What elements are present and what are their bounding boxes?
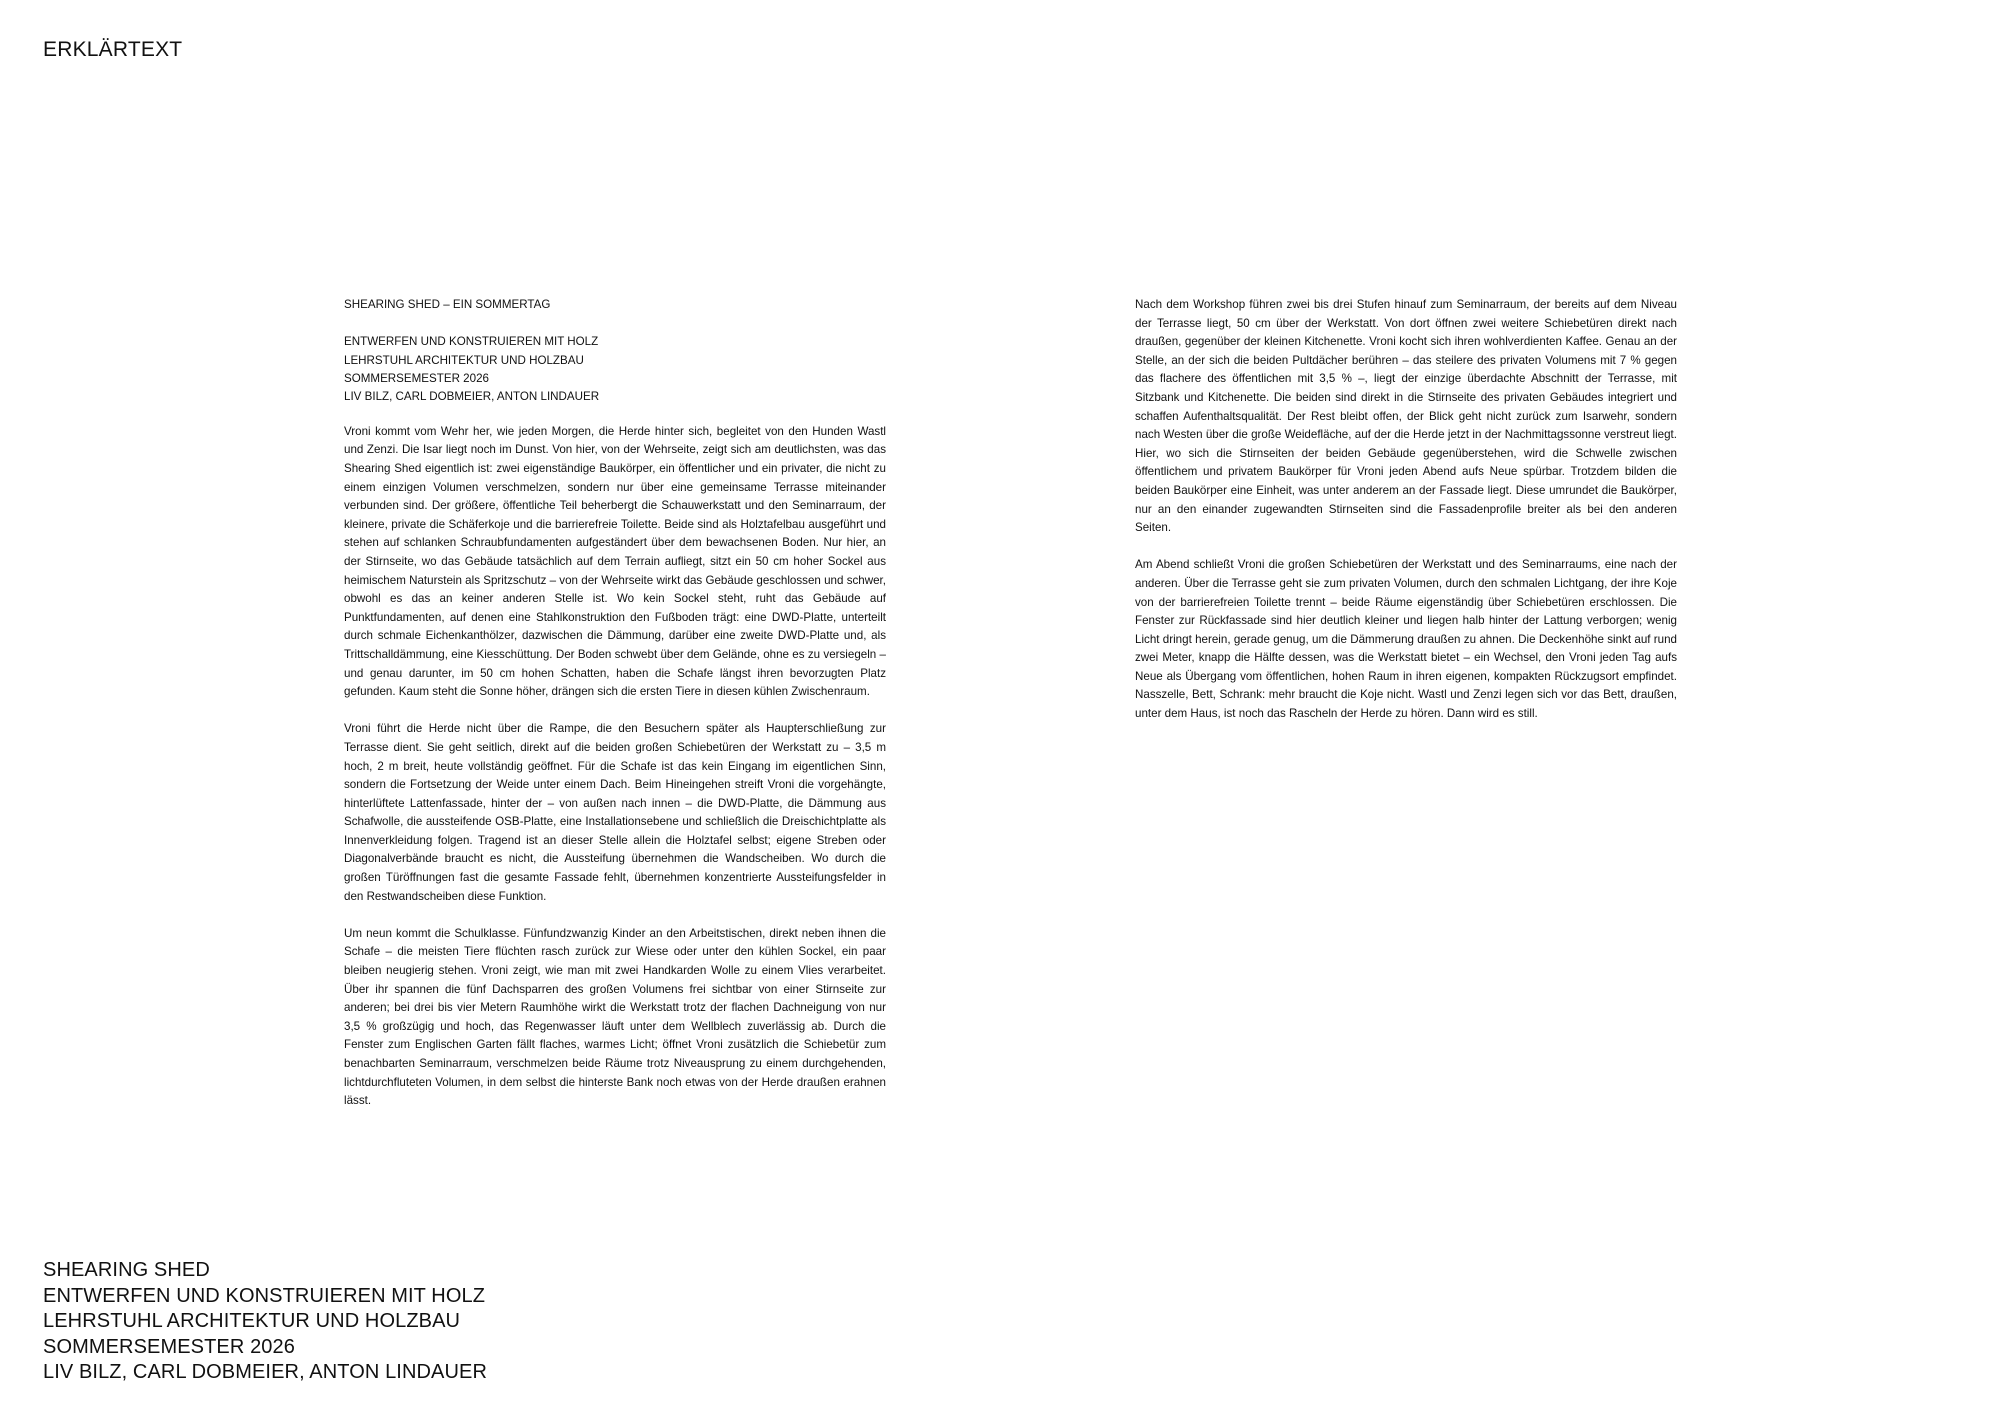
- footer-line-semester: SOMMERSEMESTER 2026: [43, 1335, 295, 1358]
- paragraph-herd-entrance: Vroni führt die Herde nicht über die Rampe, die den Besuchern später als Haupterschließung zur Terrasse dient. Sie geht seitlich, direkt auf die beiden großen Schiebetüren der Werkstatt zu – 3,5 m hoch, 2 m breit, heute vollständig geöffnet. Für die Schafe ist das kein Eingang im eigentlichen Sinn, sondern die Fortsetzung der Weide unter einem Dach. Beim Hineingehen streift Vroni die vorgehängte, hinterlüftete Lattenfassade, hinter der – von außen nach innen – die DWD-Platte, die Dämmung aus Schafwolle, die aussteifende OSB-Platte, eine Installationsebene und schließlich die Dreischichtplatte als Innenverkleidung folgen. Tragend ist an dieser Stelle allein die Holztafel selbst; eigene Streben oder Diagonalverbände braucht es nicht, die Aussteifung übernehmen die Wandscheiben. Wo durch die großen Türöffnungen fast die gesamte Fassade fehlt, übernehmen konzentrierte Aussteifungsfelder in den Restwandscheiben diese Funktion.: [344, 722, 886, 903]
- paragraph-morning: Vroni kommt vom Wehr her, wie jeden Morgen, die Herde hinter sich, begleitet von den Hunden Wastl und Zenzi. Die Isar liegt noch im Dunst. Von hier, von der Wehrseite, zeigt sich am deutlichsten, was das Shearing Shed eigentlich ist: zwei eigenständige Baukörper, ein öffentlicher und ein privater, die nicht zu einem einzigen Volumen verschmelzen, sondern nur über eine gemeinsame Terrasse miteinander verbunden sind. Der größere, öffentliche Teil beherbergt die Schauwerkstatt und den Seminarraum, der kleinere, private die Schäferkoje und die barrierefreie Toilette. Beide sind als Holztafelbau ausgeführt und stehen auf schlanken Schraubfundamenten aufgeständert über dem bewachsenen Boden. Nur hier, an der Stirnseite, wo das Gebäude tatsächlich auf dem Terrain aufliegt, sitzt ein 50 cm hoher Sockel aus heimischem Naturstein als Spritzschutz – von der Wehrseite wirkt das Gebäude geschlossen und schwer, obwohl es das an keiner anderen Stelle ist. Wo kein Sockel steht, ruht das Gebäude auf Punktfundamenten, auf denen eine Stahlkonstruktion den Fußboden trägt: eine DWD-Platte, unterteilt durch schmale Eichenkanthölzer, dazwischen die Dämmung, darüber eine zweite DWD-Platte und, als Trittschalldämmung, eine Kiesschüttung. Der Boden schwebt über dem Gelände, ohne es zu versiegeln – und genau darunter, im 50 cm hohen Schatten, haben die Schafe längst ihren bevorzugten Platz gefunden. Kaum steht die Sonne höher, drängen sich die ersten Tiere in diesen kühlen Zwischenraum.: [344, 424, 886, 699]
- meta-line-course: ENTWERFEN UND KONSTRUIEREN MIT HOLZ: [344, 335, 599, 349]
- left-text-column: [344, 296, 886, 1129]
- page-label: ERKLÄRTEXT: [43, 38, 183, 61]
- footer-line-chair: LEHRSTUHL ARCHITEKTUR UND HOLZBAU: [43, 1310, 461, 1333]
- paragraph-evening: Am Abend schließt Vroni die großen Schiebetüren der Werkstatt und des Seminarraums, eine nach der anderen. Über die Terrasse geht sie zum privaten Volumen, durch den schmalen Lichtgang, der ihre Koje von der barrierefreien Toilette trennt – beide Räume eigenständig über Schiebetüren erschlossen. Die Fenster zur Rückfassade sind hier deutlich kleiner und liegen halb hinter der Lattung verborgen; wenig Licht dringt herein, gerade genug, um die Dämmerung draußen zu ahnen. Die Deckenhöhe sinkt auf rund zwei Meter, knapp die Hälfte dessen, was die Werkstatt bietet – ein Wechsel, den Vroni jeden Tag aufs Neue als Übergang vom öffentlichen, hohen Raum in ihren eigenen, kompakten Rückzugsort empfindet. Nasszelle, Bett, Schrank: mehr braucht die Koje nicht. Wastl und Zenzi legen sich vor das Bett, draußen, unter dem Haus, ist noch das Rascheln der Herde zu hören. Dann wird es still.: [1135, 558, 1677, 721]
- meta-line-authors: LIV BILZ, CARL DOBMEIER, ANTON LINDAUER: [344, 390, 600, 404]
- meta-line-chair: LEHRSTUHL ARCHITEKTUR UND HOLZBAU: [344, 353, 584, 367]
- footer-line-project: SHEARING SHED: [43, 1259, 210, 1281]
- article-title: SHEARING SHED – EIN SOMMERTAG: [344, 298, 551, 311]
- meta-line-semester: SOMMERSEMESTER 2026: [344, 372, 489, 385]
- article-meta: [344, 333, 886, 407]
- footer-line-authors: LIV BILZ, CARL DOBMEIER, ANTON LINDAUER: [43, 1361, 488, 1384]
- paragraph-seminar-room: Nach dem Workshop führen zwei bis drei Stufen hinauf zum Seminarraum, der bereits auf dem Niveau der Terrasse liegt, 50 cm über der Werkstatt. Von dort öffnen zwei weitere Schiebetüren direkt nach draußen, gegenüber der kleinen Kitchenette. Vroni kocht sich ihren wohlverdienten Kaffee. Genau an der Stelle, an der sich die beiden Pultdächer berühren – das steilere des privaten Volumens mit 7 % gegen das flachere des öffentlichen mit 3,5 % –, liegt der einzige überdachte Abschnitt der Terrasse, mit Sitzbank und Kitchenette. Die beiden sind direkt in die Stirnseite des privaten Gebäudes integriert und schaffen Aufenthaltsqualität. Der Rest bleibt offen, der Blick geht nicht zurück zum Isarwehr, sondern nach Westen über die große Weidefläche, auf der die Herde jetzt in der Nachmittagssonne verstreut liegt. Hier, wo sich die Stirnseiten der beiden Gebäude gegenüberstehen, wird die Schwelle zwischen öffentlichem und privatem Baukörper für Vroni jeden Abend aufs Neue spürbar. Trotzdem bilden die beiden Baukörper eine Einheit, was unter anderem an der Fassade liegt. Diese umrundet die Baukörper, nur an den einander zugewandten Stirnseiten sind die Fassadenprofile breiter als bei den anderen Seiten.: [1135, 298, 1677, 535]
- footer-credits: [43, 1258, 487, 1386]
- right-text-column: [1135, 296, 1677, 742]
- paragraph-school-class: Um neun kommt die Schulklasse. Fünfundzwanzig Kinder an den Arbeitstischen, direkt neben ihnen die Schafe – die meisten Tiere flüchten rasch zurück zur Wiese oder unter den kühlen Sockel, ein paar bleiben neugierig stehen. Vroni zeigt, wie man mit zwei Handkarden Wolle zu einem Vlies verarbeitet. Über ihr spannen die fünf Dachsparren des großen Volumens frei sichtbar von einer Stirnseite zur anderen; bei drei bis vier Metern Raumhöhe wirkt die Werkstatt trotz der flachen Dachneigung von nur 3,5 % großzügig und hoch, das Regenwasser läuft unter dem Wellblech zuverlässig ab. Durch die Fenster zum Englischen Garten fällt flaches, warmes Licht; öffnet Vroni zusätzlich die Schiebetür zum benachbarten Seminarraum, verschmelzen beide Räume trotz Niveausprung zu einem durchgehenden, lichtdurchfluteten Volumen, in dem selbst die hinterste Bank noch etwas von der Herde draußen erahnen lässt.: [344, 926, 886, 1108]
- footer-line-course: ENTWERFEN UND KONSTRUIEREN MIT HOLZ: [43, 1284, 486, 1307]
